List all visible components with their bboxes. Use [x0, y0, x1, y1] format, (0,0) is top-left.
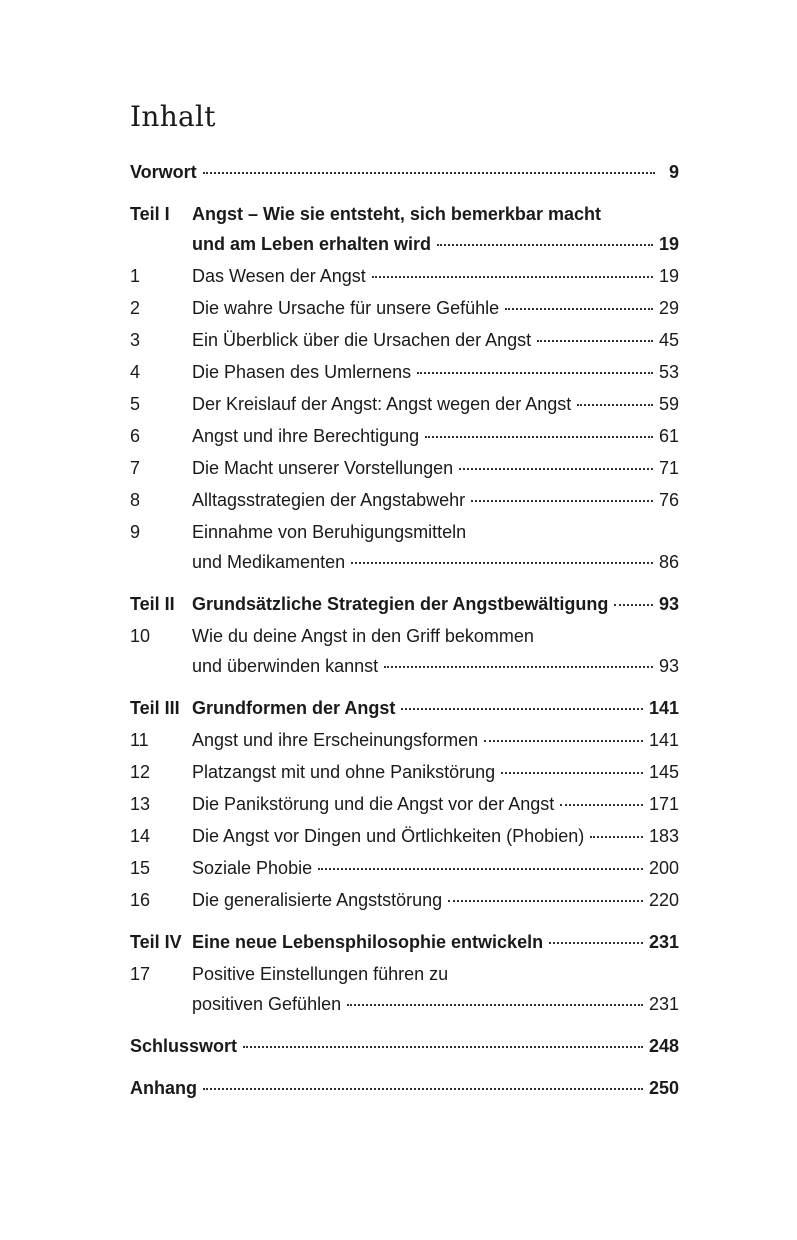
chapter-number: 6: [130, 426, 141, 446]
page-number: 61: [658, 426, 679, 446]
chapter-number: 11: [130, 730, 149, 750]
entry-title: Angst und ihre Berechtigung: [192, 426, 420, 446]
entry-title: Angst – Wie sie entsteht, sich bemerkbar macht: [192, 204, 601, 224]
dot-leader: [614, 604, 653, 606]
page-number: 9: [668, 162, 679, 182]
dot-leader: [203, 172, 655, 174]
page-number: 76: [658, 490, 679, 510]
toc-entry-chapter-17-heading[interactable]: [130, 962, 679, 986]
toc-entry-chapter-1[interactable]: [130, 264, 679, 288]
part-number: Teil IV: [130, 932, 182, 952]
toc-entry-chapter-10-heading[interactable]: [130, 624, 679, 648]
entry-title: Die Panikstörung und die Angst vor der Angst: [192, 794, 555, 814]
toc-entry-chapter-17[interactable]: [130, 992, 679, 1016]
toc-entry-chapter-4[interactable]: [130, 360, 679, 384]
page-number: 220: [648, 890, 679, 910]
page-number: 59: [658, 394, 679, 414]
entry-title: Die generalisierte Angststörung: [192, 890, 443, 910]
dot-leader: [437, 244, 653, 246]
entry-title: Die wahre Ursache für unsere Gefühle: [192, 298, 500, 318]
page-number: 45: [658, 330, 679, 350]
toc-entry-chapter-13[interactable]: [130, 792, 679, 816]
toc-entry-chapter-15[interactable]: [130, 856, 679, 880]
dot-leader: [203, 1088, 643, 1090]
entry-title: Die Macht unserer Vorstellungen: [192, 458, 454, 478]
part-number: Teil III: [130, 698, 180, 718]
toc-entry-chapter-9-heading[interactable]: [130, 520, 679, 544]
part-number: Teil II: [130, 594, 175, 614]
entry-title: und überwinden kannst: [192, 656, 379, 676]
chapter-number: 2: [130, 298, 141, 318]
page-number: 248: [648, 1036, 679, 1056]
toc-entry-chapter-8[interactable]: [130, 488, 679, 512]
toc-entry-chapter-7[interactable]: [130, 456, 679, 480]
toc-entry-chapter-6[interactable]: [130, 424, 679, 448]
page-number: 141: [648, 698, 679, 718]
page-number: 231: [648, 994, 679, 1014]
toc-entry-part-1[interactable]: [130, 232, 679, 256]
entry-title: Wie du deine Angst in den Griff bekommen: [192, 626, 534, 646]
page-number: 231: [648, 932, 679, 952]
toc-entry-vorwort[interactable]: [130, 160, 679, 184]
toc-entry-chapter-12[interactable]: [130, 760, 679, 784]
chapter-number: 15: [130, 858, 151, 878]
page-number: 145: [648, 762, 679, 782]
page-number: 19: [658, 234, 679, 254]
dot-leader: [577, 404, 653, 406]
toc-entry-chapter-3[interactable]: [130, 328, 679, 352]
dot-leader: [318, 868, 643, 870]
dot-leader: [372, 276, 653, 278]
chapter-number: 12: [130, 762, 151, 782]
toc-entry-part-2[interactable]: [130, 592, 679, 616]
dot-leader: [384, 666, 653, 668]
entry-title: Positive Einstellungen führen zu: [192, 964, 449, 984]
entry-title: Anhang: [130, 1078, 197, 1098]
dot-leader: [590, 836, 643, 838]
page-number: 171: [648, 794, 679, 814]
entry-title: Platzangst mit und ohne Panikstörung: [192, 762, 496, 782]
dot-leader: [448, 900, 643, 902]
chapter-number: 5: [130, 394, 141, 414]
entry-title: Vorwort: [130, 162, 197, 182]
dot-leader: [401, 708, 643, 710]
page-number: 86: [658, 552, 679, 572]
toc-entry-anhang[interactable]: [130, 1076, 679, 1100]
entry-title: und am Leben erhalten wird: [192, 234, 432, 254]
entry-title: Einnahme von Beruhigungsmitteln: [192, 522, 467, 542]
chapter-number: 16: [130, 890, 151, 910]
chapter-number: 9: [130, 522, 141, 542]
chapter-number: 13: [130, 794, 151, 814]
dot-leader: [351, 562, 653, 564]
dot-leader: [505, 308, 653, 310]
entry-title: Angst und ihre Erscheinungsformen: [192, 730, 479, 750]
dot-leader: [471, 500, 653, 502]
dot-leader: [537, 340, 653, 342]
entry-title: Die Phasen des Umlernens: [192, 362, 412, 382]
entry-title: und Medikamenten: [192, 552, 346, 572]
page-number: 71: [658, 458, 679, 478]
page-number: 183: [648, 826, 679, 846]
dot-leader: [549, 942, 643, 944]
dot-leader: [425, 436, 653, 438]
page-number: 29: [658, 298, 679, 318]
entry-title: positiven Gefühlen: [192, 994, 342, 1014]
toc-entry-chapter-16[interactable]: [130, 888, 679, 912]
page-number: 93: [658, 594, 679, 614]
chapter-number: 10: [130, 626, 151, 646]
toc-entry-chapter-14[interactable]: [130, 824, 679, 848]
entry-title: Der Kreislauf der Angst: Angst wegen der Angst: [192, 394, 572, 414]
page-number: 53: [658, 362, 679, 382]
chapter-number: 1: [130, 266, 141, 286]
entry-title: Ein Überblick über die Ursachen der Angst: [192, 330, 532, 350]
toc-entry-chapter-5[interactable]: [130, 392, 679, 416]
page-number: 141: [648, 730, 679, 750]
chapter-number: 17: [130, 964, 151, 984]
dot-leader: [484, 740, 643, 742]
page-number: 19: [658, 266, 679, 286]
toc-entry-part-4[interactable]: [130, 930, 679, 954]
dot-leader: [560, 804, 643, 806]
entry-title: Grundsätzliche Strategien der Angstbewältigung: [192, 594, 609, 614]
page-number: 200: [648, 858, 679, 878]
dot-leader: [347, 1004, 643, 1006]
entry-title: Soziale Phobie: [192, 858, 313, 878]
entry-title: Grundformen der Angst: [192, 698, 396, 718]
dot-leader: [459, 468, 653, 470]
entry-title: Schlusswort: [130, 1036, 238, 1056]
chapter-number: 8: [130, 490, 141, 510]
entry-title: Alltagsstrategien der Angstabwehr: [192, 490, 466, 510]
chapter-number: 4: [130, 362, 141, 382]
dot-leader: [417, 372, 653, 374]
page-title: Inhalt: [130, 100, 216, 133]
chapter-number: 7: [130, 458, 141, 478]
dot-leader: [501, 772, 643, 774]
toc-entry-schlusswort[interactable]: [130, 1034, 679, 1058]
chapter-number: 14: [130, 826, 151, 846]
toc-entry-chapter-11[interactable]: [130, 728, 679, 752]
toc-entry-chapter-10[interactable]: [130, 654, 679, 678]
page-number: 93: [658, 656, 679, 676]
dot-leader: [243, 1046, 643, 1048]
entry-title: Eine neue Lebensphilosophie entwickeln: [192, 932, 544, 952]
page-number: 250: [648, 1078, 679, 1098]
toc-entry-chapter-2[interactable]: [130, 296, 679, 320]
toc-entry-part-1-heading[interactable]: [130, 202, 679, 226]
entry-title: Die Angst vor Dingen und Örtlichkeiten (Phobien): [192, 826, 585, 846]
toc-entry-part-3[interactable]: [130, 696, 679, 720]
entry-title: Das Wesen der Angst: [192, 266, 366, 286]
chapter-number: 3: [130, 330, 141, 350]
part-number: Teil I: [130, 204, 170, 224]
toc-entry-chapter-9[interactable]: [130, 550, 679, 574]
